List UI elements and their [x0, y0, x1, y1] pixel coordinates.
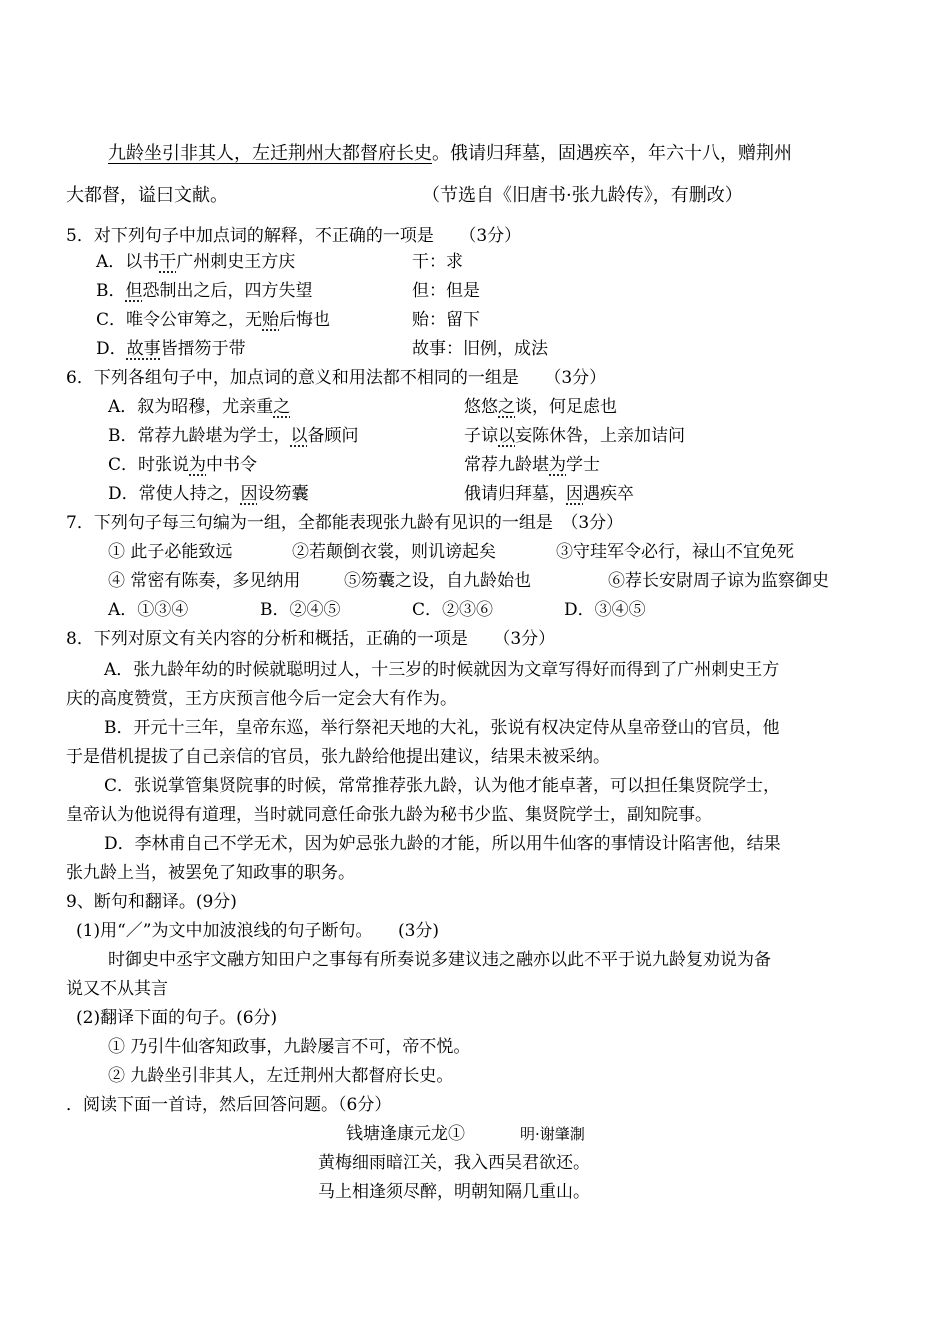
passage-line-2: 大都督，谥曰文献。: [66, 185, 228, 206]
poem-line-1: 黄梅细雨暗江关，我入西吴君欲还。: [318, 1153, 590, 1173]
source-citation: （节选自《旧唐书·张九龄传》，有删改）: [422, 185, 743, 206]
q9-part-1-instruction: (1)用“／”为文中加波浪线的句子断句。 (3分): [76, 921, 440, 941]
q5-option-a: A．以书干广州刺史王方庆: [96, 252, 296, 272]
q7-item-1: ① 此子必能致远: [108, 542, 233, 562]
q7-choice-c: C．②③⑥: [412, 600, 494, 620]
q5-option-c: C．唯令公审筹之，无贻后悔也: [96, 310, 331, 330]
q6-option-a-left: A．叙为昭穆，尤亲重之: [108, 397, 291, 417]
question-9-stem: 9、断句和翻译。(9分): [66, 892, 237, 912]
q8-option-d-line-1: D．李林甫自己不学无术，因为妒忌张九龄的才能，所以用牛仙客的事情设计陷害他，结果: [104, 834, 781, 854]
q5-option-d: D．故事皆搢笏于带: [96, 339, 246, 359]
q5-option-b: B．但恐制出之后，四方失望: [96, 281, 313, 301]
q5-gloss-c: 贻：留下: [412, 310, 480, 330]
question-8-stem: 8．下列对原文有关内容的分析和概括，正确的一项是 （3分）: [66, 629, 556, 649]
q7-item-3: ③守珪军令必行，禄山不宜免死: [556, 542, 794, 562]
q6-option-c-right: 常荐九龄堪为学士: [464, 455, 600, 475]
wavy-underlined-sentence: 九龄坐引非其人，左迁荆州大都督府长史: [108, 143, 432, 164]
q6-option-a-right: 悠悠之谈，何足虑也: [464, 397, 617, 417]
q6-option-d-right: 俄请归拜墓，因遇疾卒: [464, 484, 634, 504]
q7-item-5: ⑤笏囊之设，自九龄始也: [344, 571, 531, 591]
q6-option-b-left: B．常荐九龄堪为学士，以备顾问: [108, 426, 359, 446]
q8-option-d-line-2: 张九龄上当，被罢免了知政事的职务。: [66, 863, 355, 883]
q9-passage-line-1: 时御史中丞宇文融方知田户之事每有所奏说多建议违之融亦以此不平于说九龄复劝说为备: [108, 950, 771, 970]
q7-choice-d: D．③④⑤: [564, 600, 646, 620]
poem-title: 钱塘逢康元龙①: [346, 1124, 465, 1144]
question-5-stem: 5．对下列句子中加点词的解释，不正确的一项是 （3分）: [66, 226, 522, 246]
q8-option-b-line-1: B．开元十三年，皇帝东巡，举行祭祀天地的大礼，张说有权决定侍从皇帝登山的官员，他: [104, 718, 780, 738]
q8-option-c-line-2: 皇帝认为他说得有道理，当时就同意任命张九龄为秘书少监、集贤院学士，副知院事。: [66, 805, 712, 825]
poem-line-2: 马上相逢须尽醉，明朝知隔几重山。: [318, 1182, 590, 1202]
q5-gloss-d: 故事：旧例，成法: [412, 339, 548, 359]
q7-choice-b: B．②④⑤: [260, 600, 341, 620]
question-6-stem: 6．下列各组句子中，加点词的意义和用法都不相同的一组是 （3分）: [66, 368, 607, 388]
q8-option-b-line-2: 于是借机提拔了自己亲信的官员，张九龄给他提出建议，结果未被采纳。: [66, 747, 610, 767]
q7-item-4: ④ 常密有陈奏，多见纳用: [108, 571, 301, 591]
q8-option-c-line-1: C．张说掌管集贤院事的时候，常常推荐张九龄，认为他才能卓著，可以担任集贤院学士，: [104, 776, 781, 796]
q6-option-d-left: D．常使人持之，因设笏囊: [108, 484, 309, 504]
q9-part-2-instruction: (2)翻译下面的句子。(6分): [76, 1008, 278, 1028]
q9-translate-sentence-2: ② 九龄坐引非其人，左迁荆州大都督府长史。: [108, 1066, 454, 1086]
q7-choice-a: A．①③④: [108, 600, 189, 620]
q9-translate-sentence-1: ① 乃引牛仙客知政事，九龄屡言不可，帝不悦。: [108, 1037, 471, 1057]
q8-option-a-line-2: 庆的高度赞赏，王方庆预言他今后一定会大有作为。: [66, 689, 457, 709]
question-7-stem: 7．下列句子每三句编为一组，全都能表现张九龄有见识的一组是 （3分）: [66, 513, 624, 533]
q9-passage-line-2: 说又不从其言: [66, 979, 168, 999]
q5-gloss-a: 干：求: [412, 252, 463, 272]
poem-author: 明·谢肇淛: [520, 1125, 585, 1143]
question-10-stem: ．阅读下面一首诗，然后回答问题。（6分）: [66, 1095, 392, 1115]
q7-item-2: ②若颠倒衣裳，则讥谤起矣: [292, 542, 496, 562]
q5-gloss-b: 但：但是: [412, 281, 480, 301]
q8-option-a-line-1: A．张九龄年幼的时候就聪明过人，十三岁的时候就因为文章写得好而得到了广州刺史王方: [104, 660, 780, 680]
q6-option-c-left: C．时张说为中书令: [108, 455, 258, 475]
q7-item-6: ⑥荐长安尉周子谅为监察御史: [608, 571, 829, 591]
passage-line-1: 九龄坐引非其人，左迁荆州大都督府长史。俄请归拜墓，固遇疾卒，年六十八，赠荆州: [108, 143, 792, 164]
q6-option-b-right: 子谅以妄陈休咎，上亲加诘问: [464, 426, 685, 446]
